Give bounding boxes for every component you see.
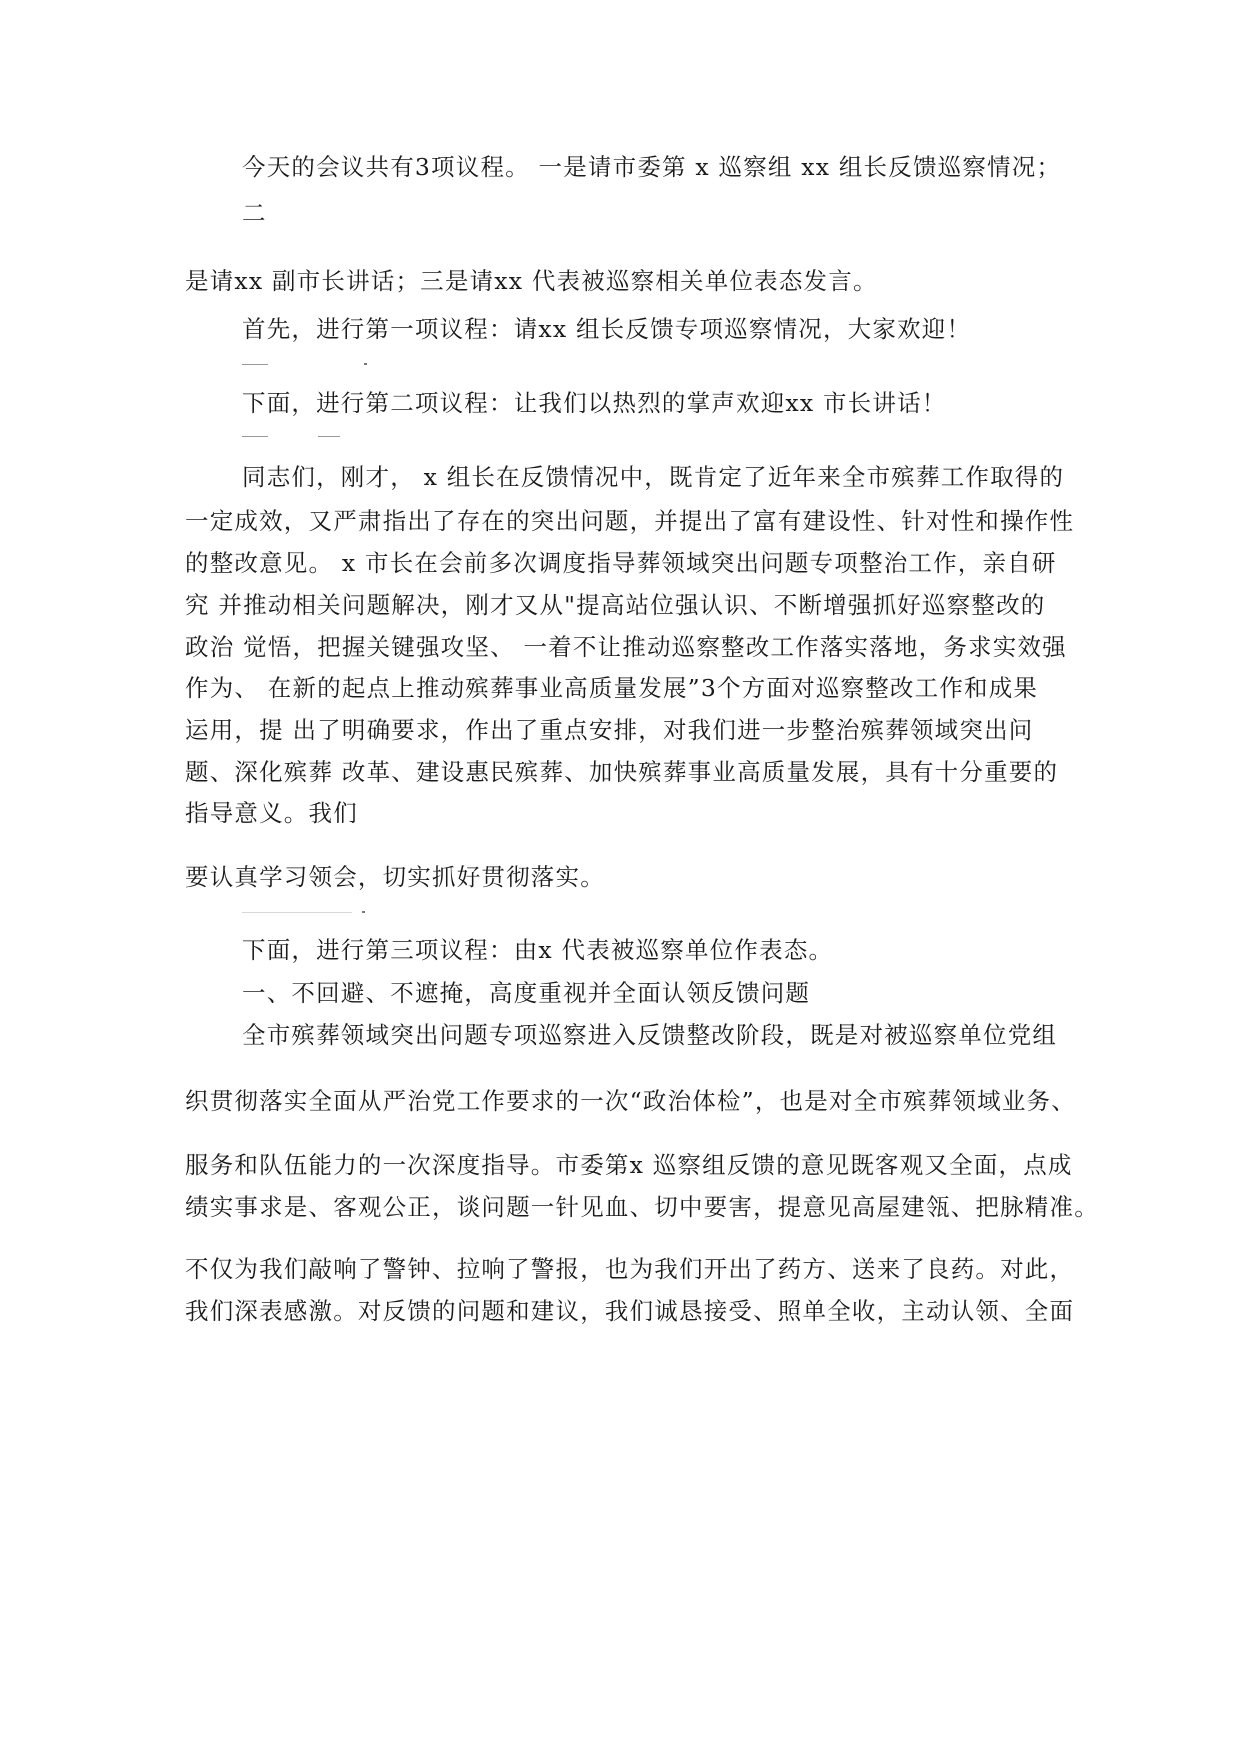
statement-line: 全市殡葬领域突出问题专项巡察进入反馈整改阶段，既是对被巡察单位党组 (242, 1021, 1058, 1049)
separator-mark (318, 436, 340, 437)
statement-line: 服务和队伍能力的一次深度指导。市委第x 巡察组反馈的意见既客观又全面，点成 (185, 1151, 1073, 1179)
separator-mark (242, 912, 352, 913)
statement-line: 织贯彻落实全面从严治党工作要求的一次“政治体检”，也是对全市殡葬领域业务、 (185, 1087, 1076, 1115)
speech-line: 作为、 在新的起点上推动殡葬事业高质量发展”3个方面对巡察整改工作和成果 (185, 674, 1039, 702)
separator-dot (364, 363, 367, 365)
speech-line: 的整改意见。 x 市长在会前多次调度指导葬领域突出问题专项整治工作，亲自研 (185, 549, 1057, 577)
speech-line: 一定成效，又严肃指出了存在的突出问题，并提出了富有建设性、针对性和操作性 (185, 507, 1075, 535)
separator-mark (242, 436, 268, 437)
speech-line: 究 并推动相关问题解决，刚才又从"提高站位强认识、不断增强抓好巡察整改的 (185, 591, 1046, 619)
agenda-intro-fragment: 二 (242, 199, 267, 227)
statement-line: 绩实事求是、客观公正，谈问题一针见血、切中要害，提意见高屋建瓴、把脉精准。 (185, 1193, 1099, 1221)
separator-dot (362, 911, 365, 913)
speech-line: 指导意义。我们 (185, 799, 358, 827)
agenda-item-two: 下面，进行第二项议程：让我们以热烈的掌声欢迎xx 市长讲话！ (242, 389, 947, 417)
speech-line: 政治 觉悟，把握关键强攻坚、 一着不让推动巡察整改工作落实落地，务求实效强 (185, 633, 1067, 661)
speech-line: 运用，提 出了明确要求，作出了重点安排，对我们进一步整治殡葬领域突出问 (185, 716, 1034, 744)
statement-line: 我们深表感激。对反馈的问题和建议，我们诚恳接受、照单全收，主动认领、全面 (185, 1297, 1075, 1325)
agenda-intro-line: 今天的会议共有3项议程。 一是请市委第 x 巡察组 xx 组长反馈巡察情况； (242, 153, 1062, 181)
agenda-item-three: 下面，进行第三项议程：由x 代表被巡察单位作表态。 (242, 936, 834, 964)
separator-mark (242, 364, 268, 365)
agenda-item-one: 首先，进行第一项议程：请xx 组长反馈专项巡察情况，大家欢迎！ (242, 315, 972, 343)
speech-line: 同志们，刚才， x 组长在反馈情况中，既肯定了近年来全市殡葬工作取得的 (242, 463, 1065, 491)
section-heading: 一、不回避、不遮掩，高度重视并全面认领反馈问题 (242, 979, 811, 1007)
statement-line: 不仅为我们敲响了警钟、拉响了警报，也为我们开出了药方、送来了良药。对此， (185, 1255, 1075, 1283)
agenda-intro-continuation: 是请xx 副市长讲话；三是请xx 代表被巡察相关单位表态发言。 (185, 267, 878, 295)
speech-line: 要认真学习领会，切实抓好贯彻落实。 (185, 863, 605, 891)
speech-line: 题、深化殡葬 改革、建设惠民殡葬、加快殡葬事业高质量发展，具有十分重要的 (185, 758, 1059, 786)
